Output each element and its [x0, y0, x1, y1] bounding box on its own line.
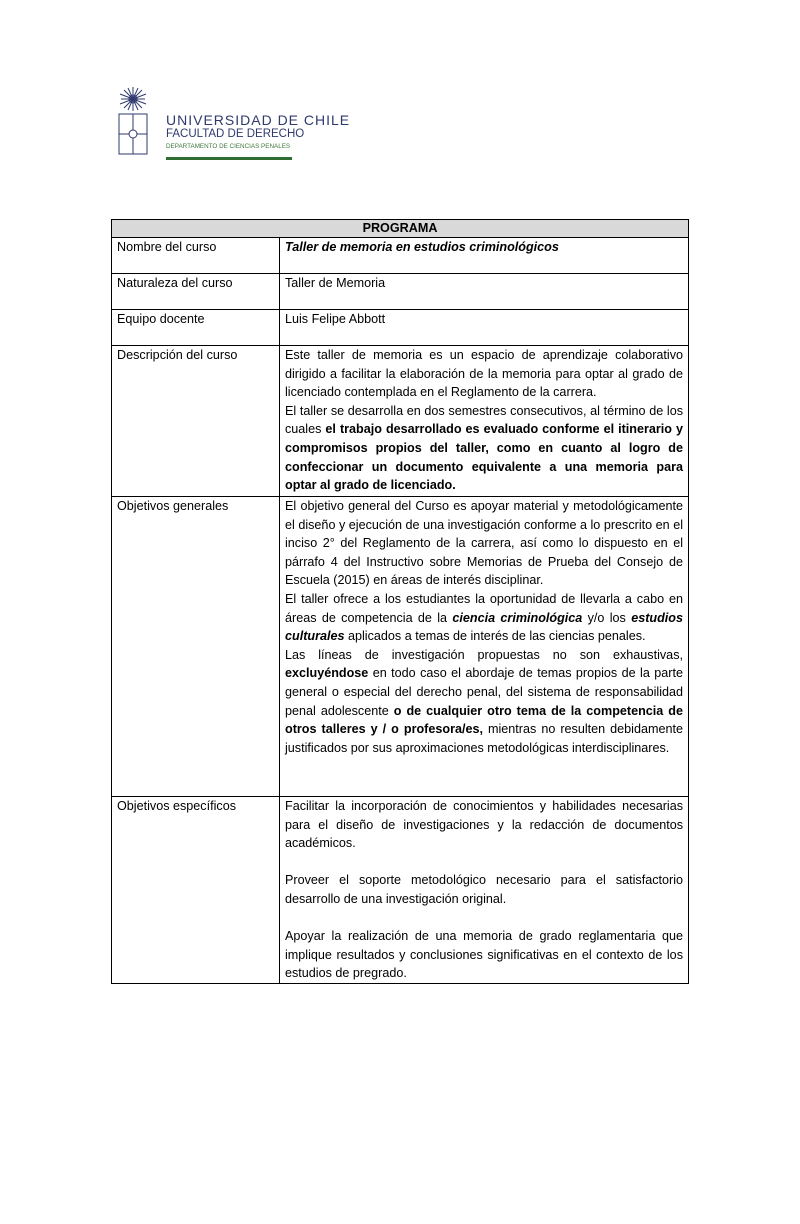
text-run: Facilitar la incorporación de conocimientos y habilidades necesarias para el diseño de investigaciones y la redacción de documentos académicos.: [285, 799, 683, 851]
text-run: aplicados a temas de interés de las ciencias penales.: [344, 629, 646, 644]
paragraph: [285, 927, 683, 983]
table-row: [112, 346, 689, 497]
table-row: [112, 310, 689, 346]
paragraph: [285, 346, 683, 402]
table-row: [112, 238, 689, 274]
paragraph: [285, 238, 683, 257]
paragraph: [285, 646, 683, 758]
row-value: [280, 274, 689, 310]
emphasized-text: o de cualquier otro tema de la competencia de otros talleres y / o profesora/es,: [285, 703, 684, 737]
emphasized-text: Taller de memoria en estudios criminológicos: [285, 240, 559, 254]
paragraph: [285, 310, 683, 329]
row-value: [280, 497, 689, 797]
row-label: Equipo docente: [112, 310, 280, 346]
row-value: [280, 238, 689, 274]
text-run: Las líneas de investigación propuestas no son exhaustivas,: [285, 647, 683, 662]
paragraph: [285, 871, 683, 908]
emphasized-text: ciencia criminológica: [452, 610, 583, 625]
text-run: Luis Felipe Abbott: [285, 312, 386, 326]
row-label: Nombre del curso: [112, 238, 280, 274]
text-run: El taller se desarrolla en dos semestres consecutivos, al término de los cuales: [285, 403, 683, 437]
text-run: y/o los: [582, 610, 632, 625]
text-run: Proveer el soporte metodológico necesario para el satisfactorio desarrollo de una investigación original.: [285, 873, 683, 906]
paragraph: [285, 402, 683, 495]
table-header: PROGRAMA: [112, 220, 689, 238]
emphasized-text: excluyéndose: [285, 666, 369, 681]
text-run: El objetivo general del Curso es apoyar material y metodológicamente el diseño y ejecución de una investigación conforme a lo prescrito en el inciso 2° del Reglamento de la carrera, así como lo dispuesto en el párrafo 4 del Instructivo sobre Memorias de Prueba del Consejo de Escuela (2015) en áreas de interés disciplinar.: [285, 499, 683, 588]
text-run: en todo caso el abordaje de temas propios de la parte general o especial del derecho penal, del sistema de responsabilidad penal adolescente: [285, 666, 683, 718]
row-label: Descripción del curso: [112, 346, 280, 497]
program-table: [111, 219, 689, 984]
row-label: Objetivos generales: [112, 497, 280, 797]
university-name: UNIVERSIDAD DE CHILE: [166, 112, 351, 128]
table-row: [112, 497, 689, 797]
emphasized-text: el trabajo desarrollado es evaluado conforme el itinerario y compromisos propios del taller, como en cuanto al logro de confeccionar un documento equivalente a una memoria para optar al grado de licenciado.: [285, 422, 683, 493]
faculty-name: FACULTAD DE DERECHO: [166, 128, 305, 140]
text-run: Este taller de memoria es un espacio de aprendizaje colaborativo dirigido a facilitar la elaboración de la memoria para optar al grado de licenciado contemplada en el Reglamento de la carrera.: [285, 348, 683, 400]
paragraph: [285, 274, 683, 293]
paragraph: [285, 797, 683, 853]
row-value: [280, 797, 689, 984]
university-logo: [116, 86, 351, 162]
table-row: [112, 797, 689, 984]
row-value: [280, 310, 689, 346]
row-label: Naturaleza del curso: [112, 274, 280, 310]
text-run: mientras no resulten debidamente justificados por sus aproximaciones metodológicas interdisciplinares.: [285, 722, 683, 755]
department-name: DEPARTAMENTO DE CIENCIAS PENALES: [166, 143, 291, 150]
emphasized-text: estudios culturales: [285, 610, 683, 644]
text-run: Apoyar la realización de una memoria de grado reglamentaria que implique resultados y conclusiones significativas en el contexto de los estudios de pregrado.: [285, 929, 683, 981]
logo-divider: [166, 157, 292, 160]
university-crest-icon: [116, 86, 162, 158]
row-value: [280, 346, 689, 497]
row-label: Objetivos específicos: [112, 797, 280, 984]
text-run: El taller ofrece a los estudiantes la oportunidad de llevarla a cabo en áreas de competencia de la: [285, 591, 683, 625]
text-run: Taller de Memoria: [285, 276, 386, 290]
paragraph: [285, 497, 683, 590]
table-row: [112, 274, 689, 310]
paragraph: [285, 590, 683, 646]
